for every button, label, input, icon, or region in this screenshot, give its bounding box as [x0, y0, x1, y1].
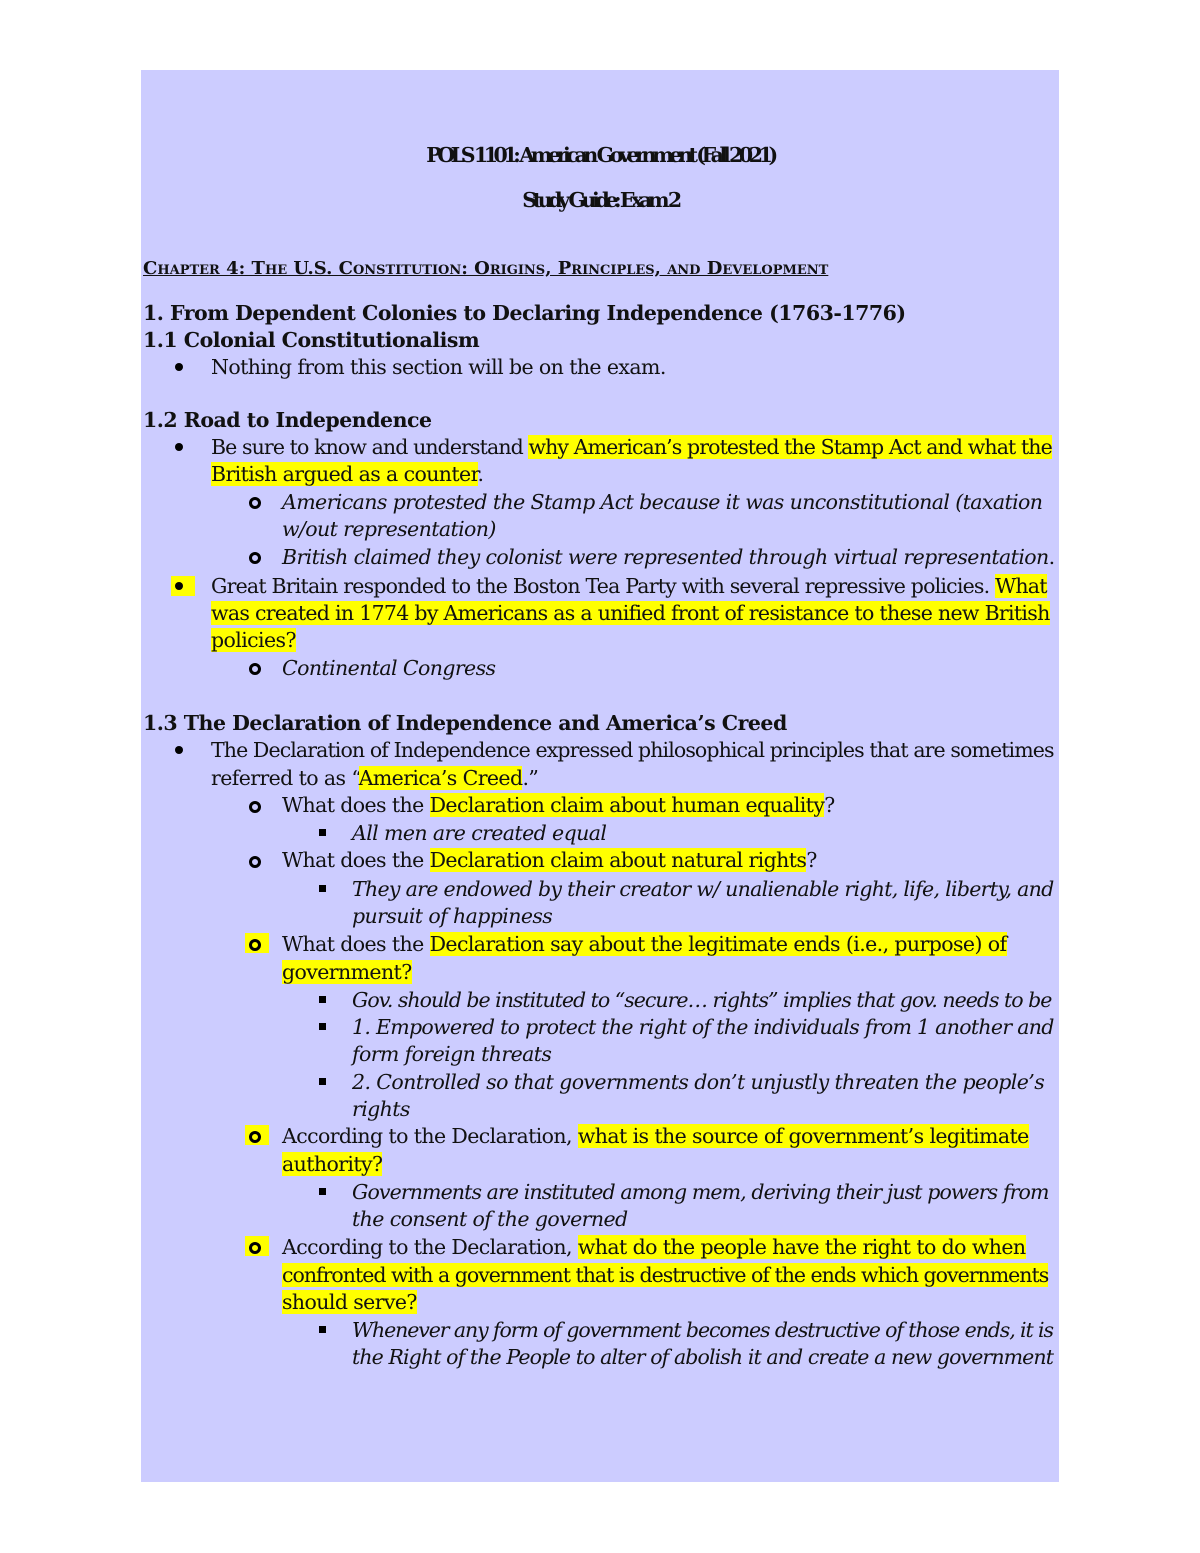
question-text-continued: authority?: [282, 1152, 383, 1176]
list-item: Great Britain responded to the Boston Tea Party with several repressive policies. What: [211, 574, 1047, 598]
list-item-continued: was created in 1774 by Americans as a unified front of resistance to these new British: [211, 601, 1050, 625]
circle-bullet-icon: [249, 801, 261, 813]
question-text-continued: confronted with a government that is destructive of the ends which governments: [282, 1263, 1049, 1287]
circle-bullet-icon: [249, 1131, 261, 1143]
question-text: What does the Declaration claim about human equality?: [282, 793, 835, 817]
list-item-continued: policies?: [211, 628, 296, 652]
question-text: According to the Declaration, what is the source of government’s legitimate: [282, 1124, 1029, 1148]
document-subtitle: Study Guide: Exam 2: [522, 188, 678, 212]
question-text-continued: government?: [282, 960, 412, 984]
bullet-icon: [175, 582, 183, 590]
answer-text: Whenever any form of government becomes destructive of those ends, it is: [352, 1318, 1053, 1342]
bullet-icon: [175, 746, 183, 754]
list-item: Be sure to know and understand why American’s protested the Stamp Act and what the: [211, 435, 1052, 459]
document-title: POLS 1101: American Government (Fall 2021): [426, 143, 774, 167]
list-item-continued: referred to as “America’s Creed.”: [211, 766, 539, 790]
answer-text-continued: w/out representation): [282, 517, 496, 541]
section-1-3-heading: 1.3 The Declaration of Independence and America’s Creed: [143, 711, 787, 735]
answer-text: Governments are instituted among mem, deriving their just powers from: [352, 1180, 1049, 1204]
answer-text: Continental Congress: [282, 656, 496, 680]
square-bullet-icon: [319, 1023, 326, 1030]
answer-text: British claimed they colonist were represented through virtual representation.: [282, 545, 1055, 569]
bullet-icon: [175, 363, 183, 371]
circle-bullet-icon: [249, 552, 261, 564]
square-bullet-icon: [319, 885, 326, 892]
square-bullet-icon: [319, 829, 326, 836]
answer-text: 1. Empowered to protect the right of the individuals from 1 another and: [352, 1015, 1054, 1039]
circle-bullet-icon: [249, 497, 261, 509]
question-text: What does the Declaration claim about natural rights?: [282, 848, 817, 872]
list-item-continued: British argued as a counter.: [211, 462, 484, 486]
document-page: [141, 70, 1059, 1482]
list-item: Nothing from this section will be on the exam.: [211, 355, 666, 379]
question-text-continued: should serve?: [282, 1290, 417, 1314]
answer-text: They are endowed by their creator w/ unalienable right, life, liberty, and: [352, 877, 1054, 901]
answer-text-continued: the Right of the People to alter of abolish it and create a new government: [352, 1345, 1054, 1369]
circle-bullet-icon: [249, 939, 261, 951]
bullet-icon: [175, 443, 183, 451]
answer-text-continued: pursuit of happiness: [352, 904, 553, 928]
answer-text-continued: form foreign threats: [352, 1042, 552, 1066]
square-bullet-icon: [319, 1326, 326, 1333]
question-text: According to the Declaration, what do the people have the right to do when: [282, 1235, 1026, 1259]
circle-bullet-icon: [249, 1242, 261, 1254]
circle-bullet-icon: [249, 856, 261, 868]
square-bullet-icon: [319, 1078, 326, 1085]
list-item: The Declaration of Independence expressed philosophical principles that are sometimes: [211, 738, 1054, 762]
answer-text: Gov. should be instituted to “secure… rights” implies that gov. needs to be: [352, 988, 1052, 1012]
square-bullet-icon: [319, 996, 326, 1003]
answer-text: Americans protested the Stamp Act because it was unconstitutional (taxation: [282, 490, 1043, 514]
chapter-heading: Chapter 4: The U.S. Constitution: Origins, Principles, and Development: [143, 258, 829, 279]
answer-text: 2. Controlled so that governments don’t unjustly threaten the people’s: [352, 1070, 1045, 1094]
square-bullet-icon: [319, 1188, 326, 1195]
section-1-2-heading: 1.2 Road to Independence: [143, 408, 432, 432]
question-text: What does the Declaration say about the legitimate ends (i.e., purpose) of: [282, 932, 1007, 956]
circle-bullet-icon: [249, 663, 261, 675]
answer-text-continued: the consent of the governed: [352, 1207, 628, 1231]
answer-text: All men are created equal: [352, 821, 607, 845]
section-1-heading: 1. From Dependent Colonies to Declaring Independence (1763-1776): [143, 301, 906, 325]
section-1-1-heading: 1.1 Colonial Constitutionalism: [143, 328, 480, 352]
answer-text-continued: rights: [352, 1097, 410, 1121]
